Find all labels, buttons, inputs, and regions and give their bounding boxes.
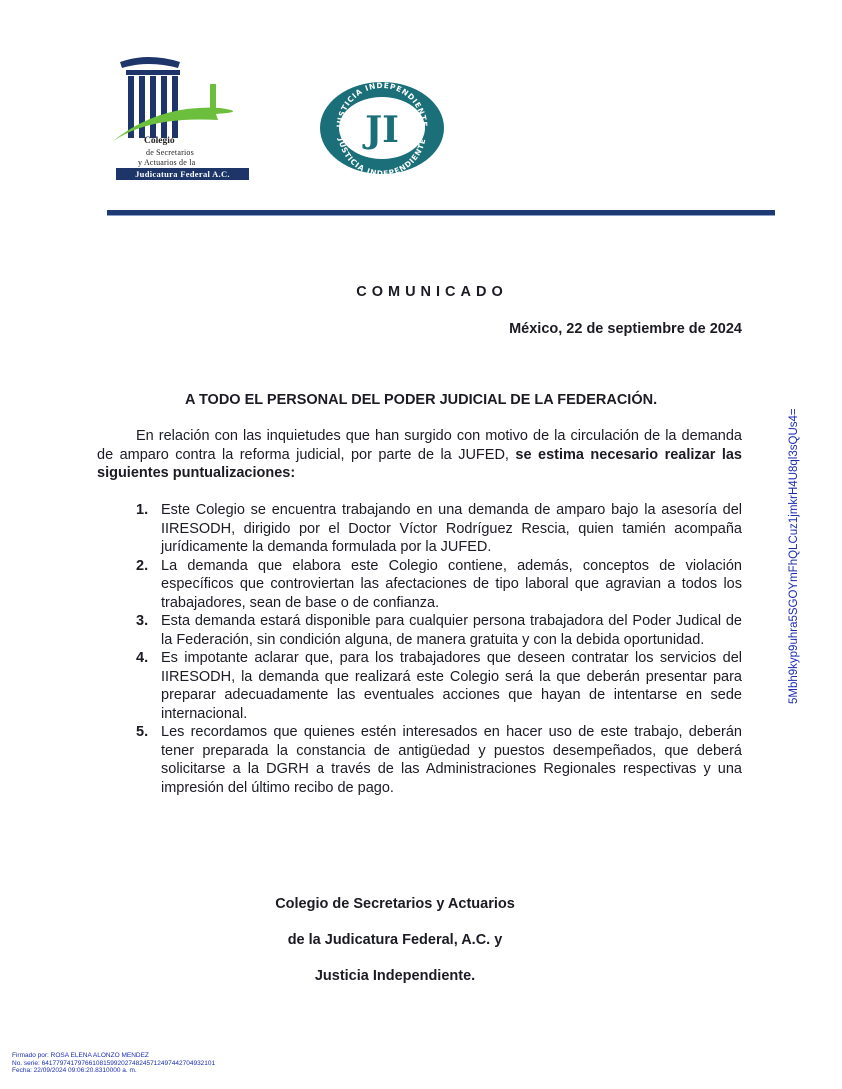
- addressee: A TODO EL PERSONAL DEL PODER JUDICIAL DE LA FEDERACIÓN.: [185, 392, 658, 408]
- list-item: [97, 649, 742, 723]
- logo-text-judicatura: Judicatura Federal A.C.: [116, 168, 249, 180]
- justicia-independiente-logo: [318, 80, 446, 176]
- list-item-text: Es impotante aclarar que, para los trabajadores que deseen contratar los servicios del IIRESODH, la demanda que realizará este Colegio será la que deberán presentar para preparar adecuadamente las eventuales acciones que hayan de intentarse en sede internacional.: [161, 650, 742, 722]
- list-item-text: Les recordamos que quienes estén interesados en hacer uso de este trabajo, deberán tener preparada la constancia de antigüedad y puestos desempeñados, que deberá solicitarse a la DGRH a través de las Administraciones Regionales respectivas y una impresión del último recibo de pago.: [161, 724, 742, 796]
- e-signature-serial: No. serie: 6417797417976610815992027482457124974427049321​01: [12, 1059, 216, 1067]
- ji-seal-icon: [318, 80, 446, 176]
- list-item-text: Esta demanda estará disponible para cualquier persona trabajadora del Poder Judical de la Federación, sin condición alguna, de manera gratuita y con la debida oportunidad.: [161, 613, 742, 648]
- list-item-text: Este Colegio se encuentra trabajando en una demanda de amparo bajo la asesoría del IIRESODH, dirigido por el Doctor Víctor Rodríguez Rescia, quien tamién acompaña jurídicamente la demanda formulada por la JUFED.: [161, 502, 742, 555]
- signature-line-2: de la Judicatura Federal, A.C. y: [287, 932, 503, 948]
- e-signature-stamp: [12, 1052, 215, 1075]
- list-item-number: 3.: [136, 613, 149, 629]
- seal-monogram: JI: [365, 109, 399, 151]
- document-title: COMUNICADO: [356, 284, 508, 300]
- list-item: [97, 723, 742, 797]
- pillar-emblem-icon: [108, 54, 253, 144]
- list-item: [97, 501, 742, 557]
- logo-text-secretarios: de Secretarios: [146, 148, 194, 157]
- list-item-number: 4.: [136, 650, 149, 666]
- seal-text-top: JUSTICIA INDEPENDIENTE: [334, 80, 430, 128]
- e-signature-signer: Firmado por: ROSA ELENA ALONZO MENDEZ: [12, 1052, 149, 1059]
- verification-code: 5Mbh9kyp9uhra5SGOYmFhQLCuz1jmkrH4U8ql3sQUs4=: [788, 408, 800, 704]
- list-item: [97, 557, 742, 613]
- logo-text-actuarios: y Actuarios de la: [138, 158, 196, 167]
- document-date: México, 22 de septiembre de 2024: [509, 321, 742, 337]
- signature-line-1: Colegio de Secretarios y Actuarios: [275, 896, 515, 912]
- intro-paragraph: [97, 427, 742, 483]
- intro-bold-text: se estima necesario realizar las siguientes puntualizaciones:: [97, 446, 742, 481]
- intro-text: En relación con las inquietudes que han surgido con motivo de la circulación de la demanda de amparo contra la reforma judicial, por parte de la JUFED,: [97, 428, 742, 463]
- points-list: [97, 501, 742, 797]
- header-divider: [107, 210, 775, 216]
- list-item-number: 5.: [136, 724, 149, 740]
- list-item-number: 2.: [136, 557, 149, 574]
- signature-line-3: Justicia Independiente.: [314, 968, 476, 984]
- logo-text-colegio: Colegio: [144, 136, 175, 146]
- colegio-logo: [108, 54, 253, 184]
- e-signature-date: Fecha: 22/09/2024 09:06:20.8310000 a. m.: [12, 1067, 137, 1074]
- list-item-text: La demanda que elabora este Colegio contiene, además, conceptos de violación específicos que controviertan las afectaciones de tipo laboral que agravian a todos los trabajadores, sean de base o de confianza.: [161, 557, 742, 611]
- list-item-number: 1.: [136, 502, 149, 518]
- list-item: [97, 612, 742, 649]
- seal-text-bottom: JUSTICIA INDEPENDIENTE: [336, 137, 428, 176]
